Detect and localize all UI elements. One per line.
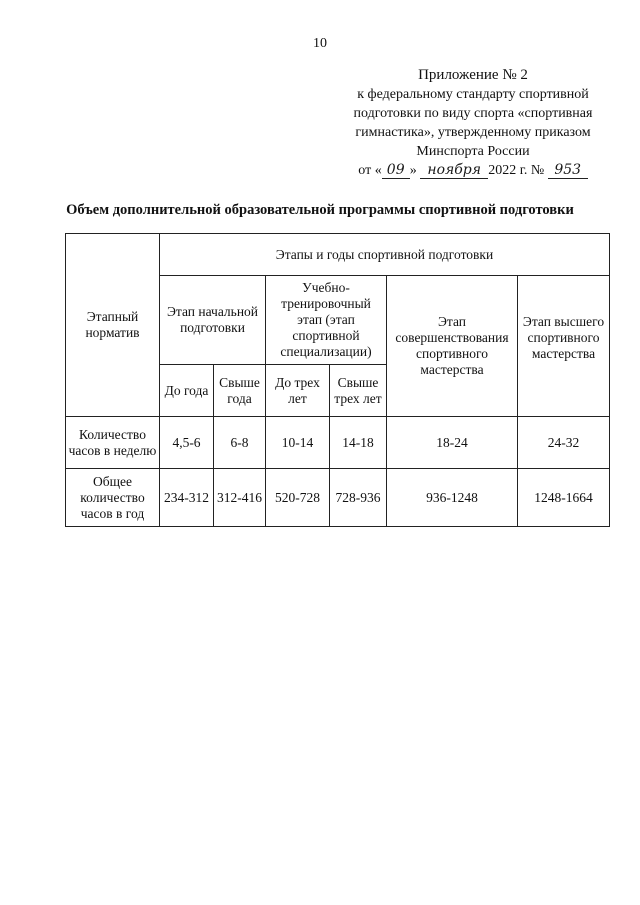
order-mid: » (409, 163, 417, 178)
appendix-line-2: подготовки по виду спорта «спортивная (353, 106, 593, 121)
subheader-initial-1: До года (160, 365, 214, 417)
row-header-cell: Этапный норматив (66, 234, 160, 417)
stage-training-cell: Учебно-тренировочный этап (этап спортивной специализации) (266, 276, 387, 365)
table-cell: 14-18 (330, 417, 387, 469)
group-header-cell: Этапы и годы спортивной подготовки (160, 234, 610, 276)
norms-table (65, 233, 610, 527)
order-year: 2022 г. № (488, 163, 545, 178)
order-line (330, 161, 616, 180)
order-month: ноября (420, 162, 488, 179)
subheader-training-1: До трех лет (266, 365, 330, 417)
table-row (66, 469, 610, 527)
appendix-line-4: Минспорта России (416, 144, 530, 159)
row-label: Количество часов в неделю (66, 417, 160, 469)
row-label: Общее количество часов в год (66, 469, 160, 527)
table-header-row (66, 234, 610, 276)
page-number: 10 (313, 36, 327, 51)
table-cell: 312-416 (214, 469, 266, 527)
table-cell: 1248-1664 (518, 469, 610, 527)
appendix-header (330, 66, 616, 180)
table-cell: 24-32 (518, 417, 610, 469)
order-number: 953 (548, 162, 588, 179)
appendix-title: Приложение № 2 (418, 67, 528, 83)
table-cell: 18-24 (387, 417, 518, 469)
table-cell: 10-14 (266, 417, 330, 469)
order-prefix: от « (358, 163, 382, 178)
stage-higher-cell: Этап высшего спортивного мастерства (518, 276, 610, 417)
order-day: 09 (382, 162, 410, 179)
subheader-training-2: Свыше трех лет (330, 365, 387, 417)
subheader-initial-2: Свыше года (214, 365, 266, 417)
table-cell: 728-936 (330, 469, 387, 527)
appendix-line-3: гимнастика», утвержденному приказом (355, 125, 591, 140)
table-cell: 936-1248 (387, 469, 518, 527)
table-cell: 6-8 (214, 417, 266, 469)
document-title: Объем дополнительной образовательной программы спортивной подготовки (66, 202, 574, 218)
table-cell: 4,5-6 (160, 417, 214, 469)
appendix-line-1: к федеральному стандарту спортивной (357, 87, 589, 102)
table-row (66, 417, 610, 469)
stage-improvement-cell: Этап совершенствования спортивного мастерства (387, 276, 518, 417)
stage-initial-cell: Этап начальной подготовки (160, 276, 266, 365)
table-cell: 520-728 (266, 469, 330, 527)
table-cell: 234-312 (160, 469, 214, 527)
